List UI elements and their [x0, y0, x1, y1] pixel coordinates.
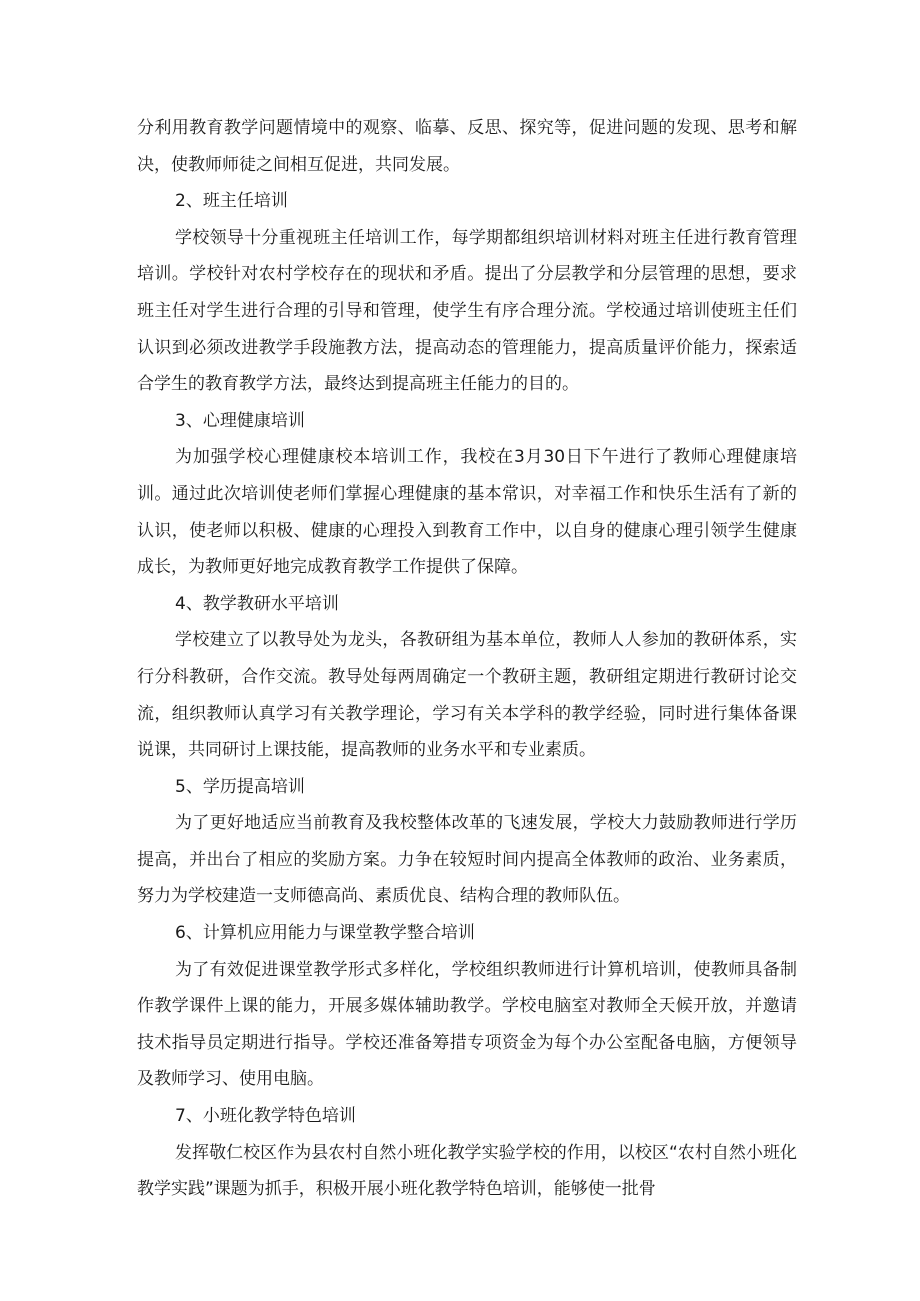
section-heading-6: 6、计算机应用能力与课堂教学整合培训 — [175, 923, 475, 944]
section-heading-2: 2、班主任培训 — [175, 191, 288, 212]
section-heading-5: 5、学历提高培训 — [175, 776, 305, 797]
section-body-3: 为加强学校心理健康校本培训工作，我校在3月30日下午进行了教师心理健康培训。通过此次培训使老师们掌握心理健康的基本常识，对幸福工作和快乐生活有了新的认识，使老师以积极、健康的心理投入到教育工作中，以自身的健康心理引领学生健康成长，为教师更好地完成教育教学工作提供了保障。 — [137, 447, 797, 578]
document-body — [137, 110, 797, 1208]
section-heading-4: 4、教学教研水平培训 — [175, 593, 339, 614]
section-body-7: 发挥敬仁校区作为县农村自然小班化教学实验学校的作用，以校区“农村自然小班化教学实践”课题为抓手，积极开展小班化教学特色培训，能够使一批骨 — [137, 1142, 797, 1200]
section-body-2: 学校领导十分重视班主任培训工作，每学期都组织培训材料对班主任进行教育管理培训。学校针对农村学校存在的现状和矛盾。提出了分层教学和分层管理的思想，要求班主任对学生进行合理的引导和管理，使学生有序合理分流。学校通过培训使班主任们认识到必须改进教学手段施教方法，提高动态的管理能力，提高质量评价能力，探索适合学生的教育教学方法，最终达到提高班主任能力的目的。 — [137, 227, 797, 395]
section-body-5: 为了更好地适应当前教育及我校整体改革的飞速发展，学校大力鼓励教师进行学历提高，并出台了相应的奖励方案。力争在较短时间内提高全体教师的政治、业务素质，努力为学校建造一支师德高尚、素质优良、结构合理的教师队伍。 — [137, 813, 797, 907]
section-body-4: 学校建立了以教导处为龙头，各教研组为基本单位，教师人人参加的教研体系，实行分科教研，合作交流。教导处每两周确定一个教研主题，教研组定期进行教研讨论交流，组织教师认真学习有关教学理论，学习有关本学科的教学经验，同时进行集体备课说课，共同研讨上课技能，提高教师的业务水平和专业素质。 — [137, 630, 797, 761]
section-heading-7: 7、小班化教学特色培训 — [175, 1106, 356, 1127]
section-body-6: 为了有效促进课堂教学形式多样化，学校组织教师进行计算机培训，使教师具备制作教学课件上课的能力，开展多媒体辅助教学。学校电脑室对教师全天候开放，并邀请技术指导员定期进行指导。学校还准备筹措专项资金为每个办公室配备电脑，方便领导及教师学习、使用电脑。 — [137, 959, 797, 1090]
intro-paragraph: 分利用教育教学问题情境中的观察、临摹、反思、探究等，促进问题的发现、思考和解决，使教师师徒之间相互促进，共同发展。 — [137, 118, 797, 175]
section-heading-3: 3、心理健康培训 — [175, 410, 305, 431]
